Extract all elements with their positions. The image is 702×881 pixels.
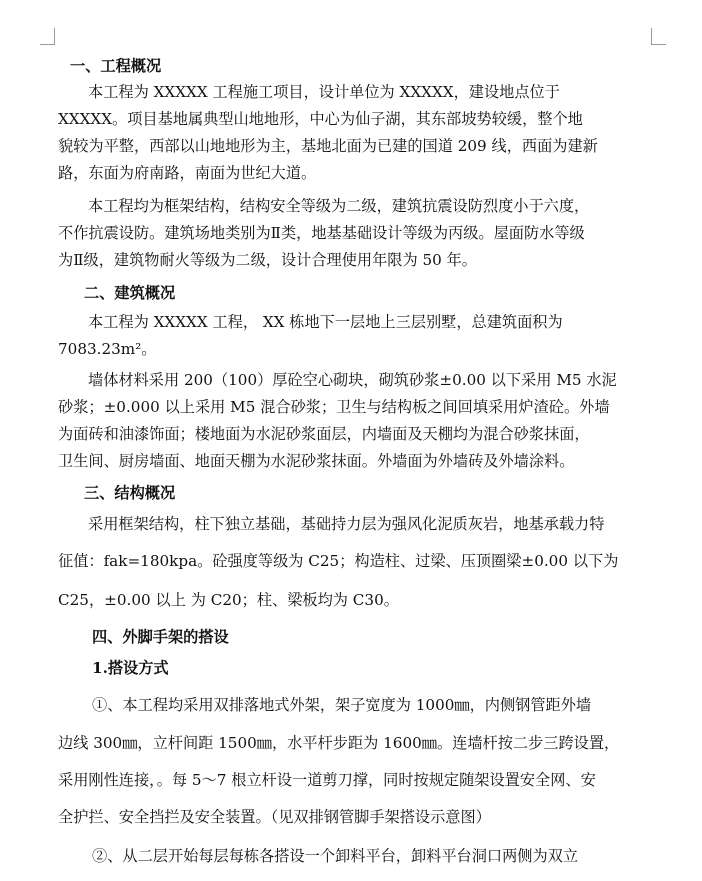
paragraph-line: 不作抗震设防。建筑场地类别为Ⅱ类，地基基础设计等级为丙级。屋面防水等级 [58, 224, 585, 242]
paragraph-line: 为面砖和油漆饰面；楼地面为水泥砂浆面层，内墙面及天棚均为混合砂浆抹面， [58, 425, 590, 443]
paragraph-line: 全护拦、安全挡拦及安全装置。（见双排钢管脚手架搭设示意图） [58, 808, 491, 826]
paragraph-line: 本工程为 XXXXX 工程施工项目，设计单位为 XXXXX，建设地点位于 [88, 83, 560, 101]
section-heading: 1.搭设方式 [92, 659, 169, 677]
section-heading: 三、结构概况 [84, 484, 176, 502]
paragraph-line: 边线 300㎜，立杆间距 1500㎜，水平杆步距为 1600㎜。连墙杆按二步三跨设置， [58, 734, 620, 752]
paragraph-line: 征值：fak=180kpa。砼强度等级为 C25；构造柱、过梁、压顶圈梁±0.00 以下为 [58, 552, 619, 570]
paragraph-line: 7083.23m²。 [58, 340, 157, 358]
page-corner-mark-top-left [40, 28, 55, 45]
paragraph-line: 采用框架结构，柱下独立基础，基础持力层为强风化泥质灰岩，地基承载力特 [88, 515, 605, 533]
paragraph-line: 采用刚性连接，。每 5～7 根立杆设一道剪刀撑，同时按规定随架设置安全网、安 [58, 771, 596, 789]
section-heading: 二、建筑概况 [84, 284, 176, 302]
paragraph-line: 路，东面为府南路，南面为世纪大道。 [58, 164, 317, 182]
paragraph-line: ②、从二层开始每层每栋各搭设一个卸料平台，卸料平台洞口两侧为双立 [92, 847, 578, 865]
paragraph-line: C25，±0.00 以上 为 C20；柱、梁板均为 C30。 [58, 591, 399, 609]
paragraph-line: 为Ⅱ级，建筑物耐火等级为二级，设计合理使用年限为 50 年。 [58, 251, 477, 269]
paragraph-line: ①、本工程均采用双排落地式外架，架子宽度为 1000㎜，内侧钢管距外墙 [92, 696, 592, 714]
paragraph-line: XXXXX。项目基地属典型山地地形，中心为仙子湖，其东部坡势较缓，整个地 [58, 110, 583, 128]
paragraph-line: 本工程均为框架结构，结构安全等级为二级，建筑抗震设防烈度小于六度， [88, 197, 590, 215]
paragraph-line: 卫生间、厨房墙面、地面天棚为水泥砂浆抹面。外墙面为外墙砖及外墙涂料。 [58, 452, 575, 470]
paragraph-line: 墙体材料采用 200（100）厚砼空心砌块，砌筑砂浆±0.00 以下采用 M5 水泥 [88, 371, 617, 389]
page-corner-mark-top-right [651, 28, 666, 45]
section-heading: 四、外脚手架的搭设 [92, 628, 229, 646]
paragraph-line: 砂浆；±0.000 以上采用 M5 混合砂浆；卫生与结构板之间回填采用炉渣砼。外墙 [58, 398, 610, 416]
paragraph-line: 本工程为 XXXXX 工程， XX 栋地下一层地上三层别墅，总建筑面积为 [88, 313, 563, 331]
section-heading: 一、工程概况 [70, 57, 162, 75]
paragraph-line: 貌较为平整，西部以山地地形为主，基地北面为已建的国道 209 线，西面为建新 [58, 137, 598, 155]
